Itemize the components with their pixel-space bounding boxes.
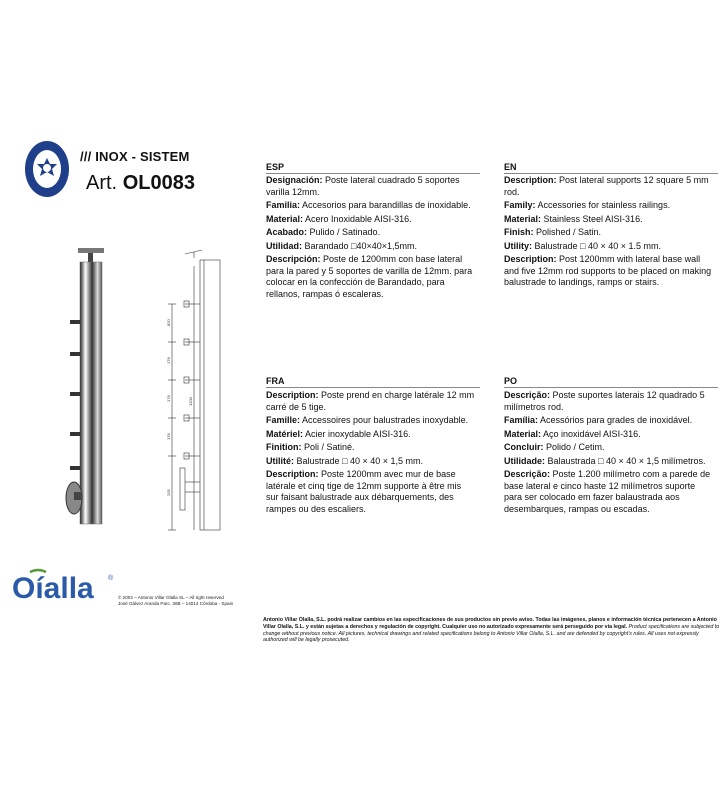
article-number: OL0083	[122, 172, 195, 194]
spec-row	[266, 241, 476, 253]
section-esp	[266, 175, 476, 302]
legal-notice	[263, 617, 723, 644]
product-photo	[62, 240, 118, 532]
legal-english: Product specifications are subjected to change without previous notice. All pictures, technical drawings and related specifications belong to Antonio Villar Olalla, S.L. and are defended by copyright's rules. All uses not expressly authorized will be legally prosecuted.	[263, 623, 720, 644]
spec-row	[266, 469, 476, 515]
spec-row	[266, 415, 476, 427]
spec-value: Poste prend en charge latérale 12 mm carré de 5 tige.	[266, 390, 475, 412]
spec-label: Material:	[504, 213, 542, 224]
spec-row	[266, 227, 476, 239]
spec-row	[504, 456, 714, 468]
dim-label: 1200	[188, 397, 193, 406]
divider	[266, 173, 480, 174]
spec-row	[266, 442, 476, 454]
spec-label: Designación:	[266, 175, 323, 185]
copyright-line2: José Gálvez Aranda Parc. 36B – 14014 Córdoba - Spain	[118, 601, 234, 606]
divider	[504, 387, 718, 388]
spec-label: Acabado:	[266, 227, 308, 237]
dim-label: 178	[166, 433, 171, 440]
spec-value: Poli / Satiné.	[301, 442, 355, 452]
spec-value: Post 1200mm with lateral base wall and five 12mm rod supports to be placed on making balustrade to landings, ramps or stairs.	[504, 254, 712, 287]
spec-value: Poste lateral cuadrado 5 soportes varilla 12mm.	[266, 175, 460, 197]
section-fra	[266, 390, 476, 517]
spec-row	[504, 469, 714, 515]
spec-row	[504, 200, 714, 212]
spec-label: Famille:	[266, 415, 301, 425]
spec-label: Descrição:	[504, 390, 551, 400]
divider	[504, 173, 718, 174]
olalla-logo	[10, 568, 120, 604]
spec-label: Material:	[504, 428, 542, 439]
section-title-esp: ESP	[266, 162, 285, 172]
legal-spanish: Antonio Villar Olalla, S.L. podrá realizar cambios en las especificaciones de sus productos sin previo aviso. Todas las imágenes, planos e información técnica pertenecen a Antonio Villar Olalla, S.L. y están sujetas a derechos y regulación de copyright. Cualquier uso no autorizado expresamente será perseguido por vía legal.	[263, 617, 717, 630]
spec-value: Accessoires pour balustrades inoxydable.	[300, 415, 469, 425]
spec-label: Description:	[504, 254, 557, 264]
spec-value: Accesorios para barandillas de inoxidable.	[300, 200, 471, 210]
technical-drawing	[150, 246, 225, 536]
spec-row	[504, 415, 714, 427]
spec-row	[266, 254, 476, 300]
spec-label: Finition:	[266, 442, 302, 452]
spec-value: Balustrade □ 40 × 40 × 1,5 mm.	[294, 455, 424, 466]
dim-label: 178	[166, 395, 171, 402]
copyright-line1: © 2002 – Antonio Villar Olalla SL – All right reserved	[118, 595, 224, 600]
section-po	[504, 390, 714, 517]
dim-label: 205	[166, 489, 171, 496]
spec-value: Accessories for stainless railings.	[535, 200, 671, 210]
spec-label: Utilité:	[266, 455, 294, 466]
spec-value: Poste 1.200 milímetro com a parede de base lateral e cinco haste 12 milímetros suporte para ser colocado em fazer balaustrada aos desembarques, rampas ou escadas.	[504, 469, 711, 514]
section-title-po: PO	[504, 376, 518, 386]
spec-value: Poste suportes laterais 12 quadrado 5 milímetros rod.	[504, 390, 705, 412]
section-title-en: EN	[504, 162, 517, 172]
spec-row	[266, 390, 476, 413]
spec-label: Descripción:	[266, 254, 321, 264]
dim-label: 178	[166, 357, 171, 364]
spec-row	[504, 254, 714, 289]
spec-row	[504, 429, 714, 441]
spec-label: Finish:	[504, 227, 534, 237]
spec-row	[504, 227, 714, 239]
spec-row	[504, 214, 714, 226]
spec-value: Acier inoxydable AISI-316.	[303, 428, 411, 439]
brand-o-logo-icon	[24, 140, 70, 198]
spec-row	[266, 214, 476, 226]
spec-row	[504, 241, 714, 253]
spec-label: Description:	[266, 390, 319, 400]
spec-value: Balaustrada □ 40 × 40 × 1,5 milímetros.	[545, 455, 706, 466]
dim-label: 820	[166, 319, 171, 326]
spec-label: Utilidade:	[504, 455, 546, 466]
spec-label: Família:	[504, 415, 539, 425]
spec-value: Balustrade □ 40 × 40 × 1.5 mm.	[532, 240, 662, 251]
spec-label: Material:	[266, 213, 304, 224]
spec-label: Description:	[266, 469, 319, 479]
spec-label: Descrição:	[504, 469, 551, 479]
spec-label: Utility:	[504, 240, 532, 251]
spec-value: Acessórios para grades de inoxidável.	[538, 415, 693, 425]
spec-label: Familia:	[266, 200, 301, 210]
spec-value: Polido / Cetim.	[543, 442, 605, 452]
copyright	[118, 595, 268, 607]
spec-value: Barandado □40×40×1,5mm.	[302, 240, 418, 251]
spec-row	[504, 442, 714, 454]
spec-value: Poste 1200mm avec mur de base latérale et cinq tige de 12mm supporte à être mis sur faisant balustrade aux débarquements, des rampes ou des escaliers.	[266, 469, 462, 514]
brand-title: /// INOX - SISTEM	[80, 149, 190, 164]
spec-label: Matériel:	[266, 428, 304, 439]
article-code	[86, 172, 195, 195]
spec-value: Pulido / Satinado.	[307, 227, 381, 237]
spec-row	[266, 429, 476, 441]
spec-value: Poste de 1200mm con base lateral para la pared y 5 soportes de varilla de 12mm. para colocar en la confección de Barandado, para rellanos, rampas ó escaleras.	[266, 254, 473, 299]
spec-row	[266, 456, 476, 468]
spec-value: Post lateral supports 12 square 5 mm rod.	[504, 175, 709, 197]
spec-label: Utilidad:	[266, 240, 302, 251]
logo-mark: ®	[108, 575, 114, 582]
spec-label: Family:	[504, 200, 536, 210]
spec-label: Concluir:	[504, 442, 544, 452]
section-title-fra: FRA	[266, 376, 285, 386]
spec-value: Stainless Steel AISI-316.	[541, 213, 643, 224]
spec-label: Description:	[504, 175, 557, 185]
spec-value: Polished / Satin.	[533, 227, 602, 237]
spec-row	[504, 175, 714, 198]
logo-text: Oíalla	[12, 572, 94, 604]
article-prefix: Art.	[86, 172, 118, 194]
divider	[266, 387, 480, 388]
spec-row	[504, 390, 714, 413]
section-en	[504, 175, 714, 291]
spec-row	[266, 175, 476, 198]
spec-value: Aço inoxidável AISI-316.	[541, 428, 641, 439]
spec-value: Acero Inoxidable AISI-316.	[303, 213, 412, 224]
spec-row	[266, 200, 476, 212]
